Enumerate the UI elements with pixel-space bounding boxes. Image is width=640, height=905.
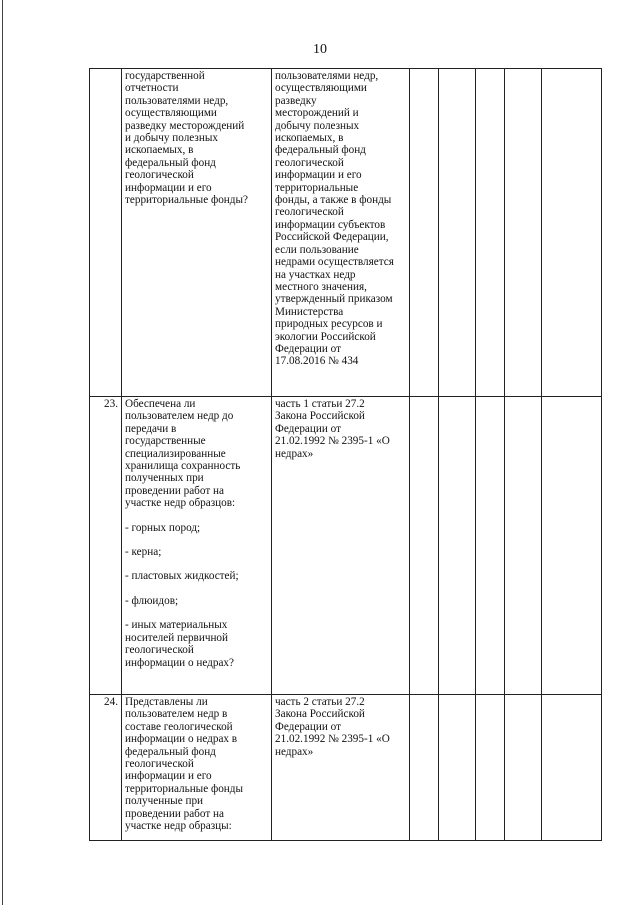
text-line: месторождений и	[275, 107, 359, 120]
blank-line	[125, 558, 268, 570]
legal-reference-cell	[272, 69, 410, 397]
answer-na-cell[interactable]	[476, 397, 505, 695]
text-line: отчетности	[125, 82, 179, 95]
text-line: и добычу полезных	[125, 132, 218, 145]
answer-no-cell[interactable]	[439, 695, 476, 841]
text-line: информации о недрах?	[125, 656, 234, 669]
blank-line	[125, 534, 268, 546]
text-line: проведении работ на	[125, 807, 224, 820]
text-line: пользователями недр,	[125, 94, 229, 107]
text-line: 21.02.1992 № 2395-1 «О	[275, 733, 390, 746]
text-line: 17.08.2016 № 434	[275, 355, 359, 368]
note-cell[interactable]	[542, 69, 602, 397]
text-line: Федерации от	[275, 342, 341, 355]
table-body	[90, 69, 602, 841]
text-line: Федерации от	[275, 422, 341, 435]
text-line: федеральный фонд	[125, 745, 216, 758]
text-line: информации и его	[275, 169, 362, 182]
text-line: разведку месторождений	[125, 119, 245, 132]
text-line: фонды, а также в фонды	[275, 194, 392, 207]
text-line: ископаемых, в	[125, 144, 194, 157]
text-line: Закона Российской	[275, 708, 365, 721]
text-line: территориальные фонды?	[125, 194, 248, 207]
text-line: если пользование	[275, 243, 359, 256]
text-line: пользователями недр,	[275, 70, 379, 82]
text-line: участке недр образцы:	[125, 820, 232, 833]
text-line: полученные при	[125, 795, 204, 808]
answer-yes-cell[interactable]	[410, 397, 439, 695]
text-line: Министерства	[275, 305, 344, 318]
blank-line	[125, 510, 268, 522]
text-line: геологической	[275, 206, 344, 219]
text-line: пользователем недр до	[125, 410, 234, 423]
text-line: носителей первичной	[125, 631, 229, 644]
text-line: экологии Российской	[275, 330, 376, 343]
table-row	[90, 69, 602, 397]
text-line: природных ресурсов и	[275, 318, 383, 331]
text-line: полученных при	[125, 472, 204, 485]
text-line: геологической	[275, 156, 344, 169]
page-number: 10	[313, 42, 327, 57]
answer-extra-cell[interactable]	[505, 69, 542, 397]
text-line: местного значения,	[275, 280, 367, 293]
text-line: геологической	[125, 758, 194, 771]
text-line: - иных материальных	[125, 619, 228, 632]
text-line: Закона Российской	[275, 410, 365, 423]
text-line: недрах»	[275, 447, 314, 460]
legal-reference-cell	[272, 695, 410, 841]
legal-reference-cell	[272, 397, 410, 695]
text-line: хранилища сохранность	[125, 460, 241, 473]
text-line: государственные	[125, 435, 206, 448]
text-line: часть 1 статьи 27.2	[275, 398, 365, 410]
text-line: участке недр образцов:	[125, 497, 236, 510]
blank-line	[125, 583, 268, 595]
text-line: информации и его	[125, 770, 212, 783]
text-line: федеральный фонд	[275, 144, 366, 157]
text-line: часть 2 статьи 27.2	[275, 696, 365, 708]
question-cell	[122, 397, 272, 695]
blank-line	[125, 607, 268, 619]
answer-na-cell[interactable]	[476, 695, 505, 841]
answer-extra-cell[interactable]	[505, 695, 542, 841]
text-line: федеральный фонд	[125, 156, 216, 169]
table-row	[90, 397, 602, 695]
answer-yes-cell[interactable]	[410, 69, 439, 397]
text-line: информации о недрах в	[125, 733, 238, 746]
table-row	[90, 695, 602, 841]
answer-no-cell[interactable]	[439, 69, 476, 397]
answer-yes-cell[interactable]	[410, 695, 439, 841]
text-line: Российской Федерации,	[275, 231, 389, 244]
row-number: 24.	[90, 695, 122, 841]
text-line: Обеспечена ли	[125, 398, 196, 410]
text-line: информации субъектов	[275, 218, 386, 231]
text-line: составе геологической	[125, 720, 233, 733]
answer-no-cell[interactable]	[439, 397, 476, 695]
text-line: на участках недр	[275, 268, 356, 281]
text-line: информации и его	[125, 181, 212, 194]
text-line: Федерации от	[275, 720, 341, 733]
checklist-table	[89, 68, 602, 841]
text-line: утвержденный приказом	[275, 293, 393, 306]
note-cell[interactable]	[542, 695, 602, 841]
page-edge-line	[2, 0, 3, 905]
row-number	[90, 69, 122, 397]
text-line: проведении работ на	[125, 484, 224, 497]
question-cell	[122, 695, 272, 841]
text-line: - керна;	[125, 546, 162, 559]
text-line: специализированные	[125, 447, 226, 460]
text-line: территориальные	[275, 181, 359, 194]
text-line: пользователем недр в	[125, 708, 228, 721]
text-line: передачи в	[125, 422, 177, 435]
answer-extra-cell[interactable]	[505, 397, 542, 695]
question-cell	[122, 69, 272, 397]
text-line: осуществляющими	[125, 107, 217, 120]
text-line: - флюидов;	[125, 594, 179, 607]
text-line: геологической	[125, 169, 194, 182]
text-line: - пластовых жидкостей;	[125, 570, 239, 583]
text-line: Представлены ли	[125, 696, 208, 708]
text-line: территориальные фонды	[125, 782, 243, 795]
text-line: недрах»	[275, 745, 314, 758]
text-line: 21.02.1992 № 2395-1 «О	[275, 435, 390, 448]
text-line: разведку	[275, 94, 317, 107]
text-line: геологической	[125, 644, 194, 657]
text-line: осуществляющими	[275, 82, 367, 95]
row-number: 23.	[90, 397, 122, 695]
text-line: недрами осуществляется	[275, 256, 394, 269]
text-line: ископаемых, в	[275, 132, 344, 145]
text-line: - горных пород;	[125, 521, 201, 534]
note-cell[interactable]	[542, 397, 602, 695]
answer-na-cell[interactable]	[476, 69, 505, 397]
text-line: государственной	[125, 70, 205, 82]
text-line: добычу полезных	[275, 119, 360, 132]
